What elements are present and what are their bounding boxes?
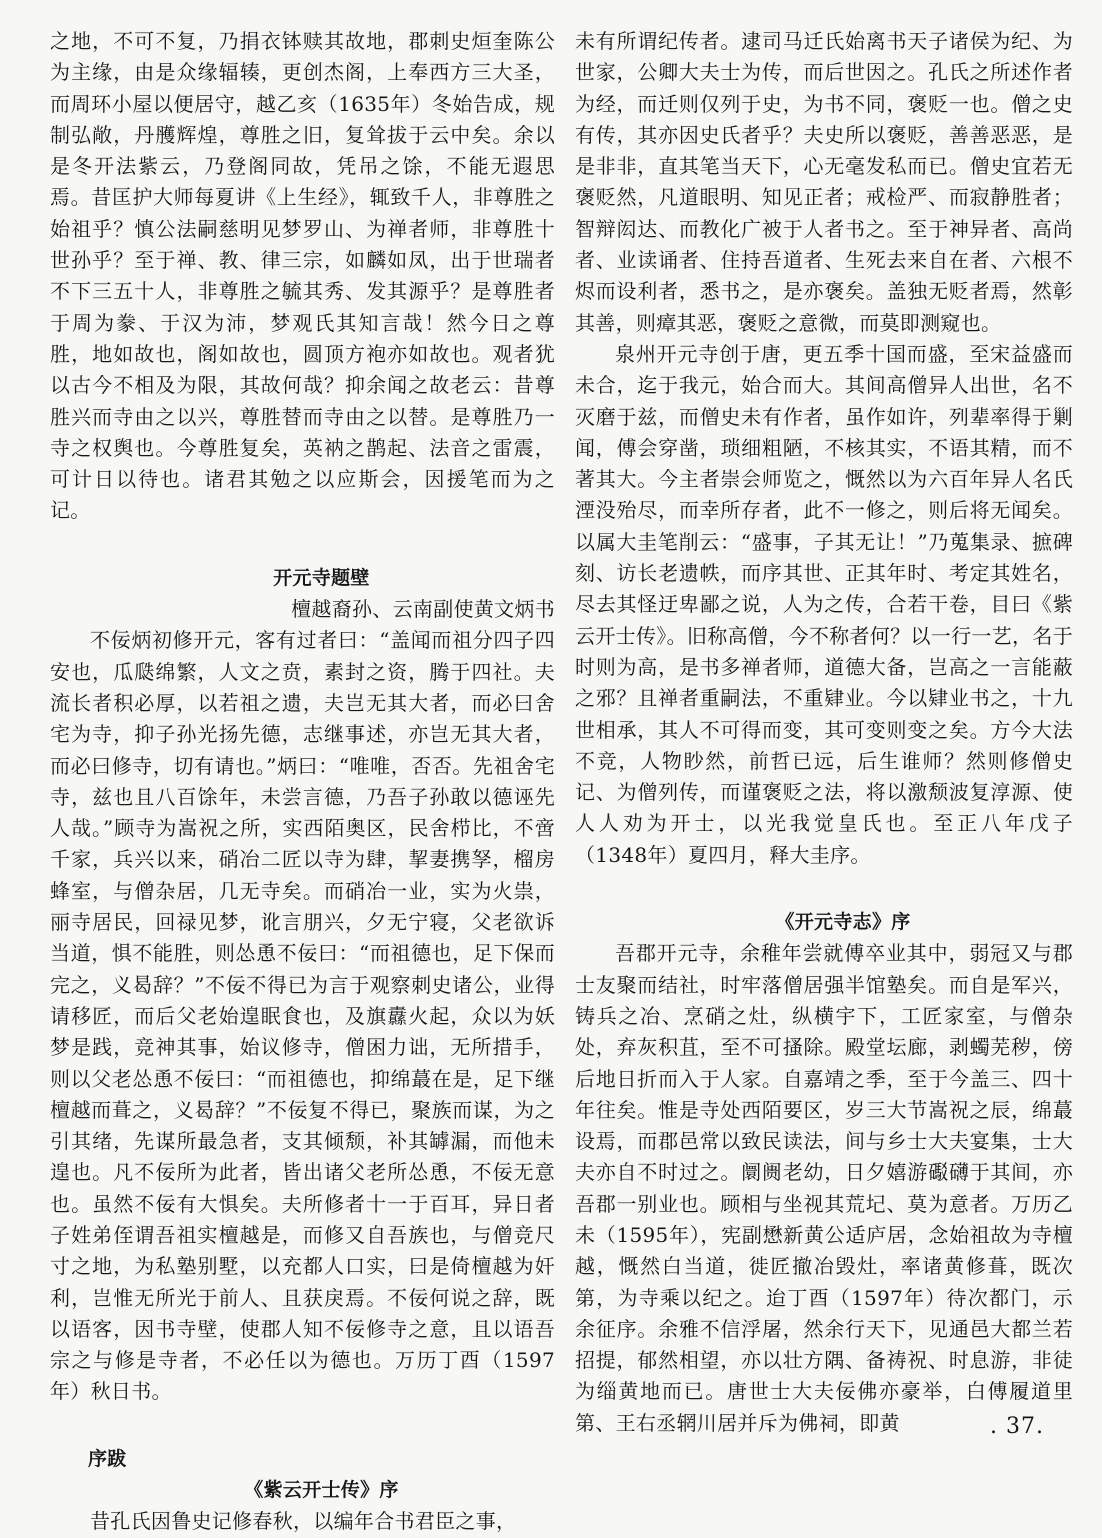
page-number: . 37. bbox=[990, 1414, 1044, 1439]
section-heading: 开元寺题壁 bbox=[273, 566, 370, 589]
paragraph: 未有所谓纪传者。逮司马迁氏始离书天子诸侯为纪、为世家，公卿大夫士为传，而后世因之。孔氏之所述作者为经，而迁则仅列于史，为书不同，褒贬一也。僧之史有传，其亦因史氏者乎？夫史所以褒贬，善善恶恶，是是非非，直其笔当天下，心无毫发私而已。僧史宜若无褒贬然，凡道眼明、知见正者；戒检严、而寂静胜者；智辩闳达、而教化广被于人者书之。至于神异者、高尚者、业读诵者、住持吾道者、生死去来自在者、六根不烬而设利者，悉书之，是亦褒矣。盖独无贬者焉，然彰其善，则瘴其恶，褒贬之意微，而莫即测窥也。 bbox=[575, 29, 1073, 335]
paragraph: 吾郡开元寺，余稚年尝就傅卒业其中，弱冠又与郡士友聚而结社，时牢落僧居强半馆塾矣。而自是军兴，铸兵之冶、烹硝之灶，纵横宇下，工匠家室，与僧杂处，弃灰积苴，至不可搔除。殿堂坛廊，剥蠋芜秽，傍后地日折而入于人家。自嘉靖之季，至于今盖三、四十年往矣。惟是寺处西陌要区，岁三大节嵩祝之辰，绵蕞设焉，而郡邑常以致民读法，间与乡士大夫宴集，士大夫亦自不时过之。阛阓老幼，日夕嬉游礟礴于其间，亦吾郡一别业也。顾相与坐视其荒圮、莫为意者。万历乙未（1595年），宪副懋新黄公适庐居，念始祖故为寺檀越，慨然白当道，徙匠撤冶毁灶，率诸黄修葺，既次第，为寺乘以纪之。迨丁酉（1597年）待次都门，示余征序。余雅不信浮屠，然余行天下，见通邑大都兰若招提，郁然相望，亦以壮方隅、备祷祝、时息游，非徒为缁黄地而已。唐世士大夫佞佛亦豪举，白傅履道里第、王右丞辋川居并斥为佛祠，即黄 bbox=[575, 941, 1073, 1435]
section-title: 序跋 bbox=[88, 1447, 127, 1470]
paragraph: 昔孔氏因鲁史记修春秋，以编年合书君臣之事， bbox=[90, 1509, 517, 1534]
byline: 檀越裔孙、云南副使黄文炳书 bbox=[291, 597, 555, 622]
paragraph: 泉州开元寺创于唐，更五季十国而盛，至宋益盛而未合，迄于我元，始合而大。其间高僧异人出世，名不灭磨于兹，而僧史未有作者，虽作如许，列辈率得于剿闻，傅会穿凿，琐细粗陋，不核其实，不语其精，而不著其大。今主者崇会师览之，慨然以为六百年异人名氏湮没殆尽，而幸所存者，此不一修之，则后将无闻矣。以属大圭笔削云：“盛事，子其无让！”乃蒐集录、摭碑刻、访长老遗帙，而序其世、正其年时、考定其姓名，尽去其怪迂卑鄙之说，人为之传，合若干卷，目曰《紫云开士传》。旧称高僧，今不称者何？以一行一艺，名于时则为高，是书多禅者师，道德大备，岂高之一言能蔽之邪？且禅者重嗣法，不重肄业。今以肄业书之，十九世相承，其人不可得而变，其可变则变之矣。方今大法不竞，人物眇然，前哲已远，后生谁师？然则修僧史记、为僧列传，而谨褒贬之法，将以激颓波复淳源、使人人劝为开士，以光我觉皇氏也。至正八年戊子（1348年）夏四月，释大圭序。 bbox=[575, 341, 1073, 867]
left-column bbox=[50, 26, 555, 1538]
right-column bbox=[575, 26, 1073, 1439]
section-heading: 《紫云开士传》序 bbox=[244, 1479, 399, 1502]
section-heading: 《开元寺志》序 bbox=[775, 911, 911, 934]
paragraph: 之地，不可不复，乃捐衣钵赎其故地，郡刺史烜奎陈公为主缘，由是众缘辐辏，更创杰阁，上奉西方三大圣，而周环小屋以便居守，越乙亥（1635年）冬始告成，规制弘敞，丹雘辉煌，尊胜之旧，复耸拔于云中矣。余以是冬开法紫云，乃登阁同故，凭吊之馀，不能无遐思焉。昔匡护大师每夏讲《上生经》，辄致千人，非尊胜之始祖乎？慎公法嗣慈明见梦罗山、为禅者师，非尊胜十世孙乎？至于禅、教、律三宗，如麟如凤，出于世瑞者不下三五十人，非尊胜之毓其秀、发其源乎？是尊胜者于周为豢、于汉为沛，梦观氏其知言哉！然今日之尊胜，地如故也，阁如故也，圆顶方袍亦如故也。观者犹以古今不相及为限，其故何哉？抑余闻之故老云：昔尊胜兴而寺由之以兴，尊胜替而寺由之以替。是尊胜乃一寺之权舆也。今尊胜复矣，英衲之鹊起、法音之雷震，可计日以待也。诸君其勉之以应斯会，因援笔而为之 记。 bbox=[50, 29, 555, 523]
paragraph: 不佞炳初修开元，客有过者曰：“盖闻而祖分四子四安也，瓜瓞绵繁，人文之贲，素封之资，腾于四社。夫流长者积必厚，以若祖之遗，夫岂无其大者，而必曰舍宅为寺，抑子孙光扬先德，志继事述，亦岂无其大者，而必曰修寺，切有请也。”炳曰：“唯唯，否否。先祖舍宅寺，兹也且八百馀年，未尝言德，乃吾子孙敢以德诬先人哉。”顾寺为嵩祝之所，实西陌奥区，民舍栉比，不啻千家，兵兴以来，硝冶二匠以寺为肆，挈妻携孥，榴房蜂室，与僧杂居，几无寺矣。而硝冶一业，实为火祟，丽寺居民，回禄见梦，讹言朋兴，夕无宁寝，父老欲诉当道，惧不能胜，则怂恿不佞曰：“而祖德也，足下保而完之，义曷辞？”不佞不得已为言于观察刺史诸公，业得请移匠，而后父老始遑眠食也，及旗纛火起，众以为妖梦是践，竞神其事，始议修寺，僧困力诎，无所措手，则以父老怂恿不佞曰：“而祖德也，抑绵蕞在是，足下继檀越而葺之，义曷辞？”不佞复不得已，聚族而谋，为之引其绪，先谋所最急者，支其倾颓，补其罅漏，而他未遑也。凡不佞所为此者，皆出诸父老所怂恿，不佞无意也。虽然不佞有大惧矣。夫所修者十一于百耳，异日者子姓弟侄谓吾祖实檀越是，而修又自吾族也，与僧竞尺寸之地，为私塾别墅，以充都人口实，曰是倚檀越为奸利，岂惟无所光于前人、且获戾焉。不佞何说之辞，既以语客，因书寺壁，使郡人知不佞修寺之意，且以语吾宗之与修是寺者，不必任以为德也。万历丁酉（1597年）秋日书。 bbox=[50, 628, 555, 1404]
